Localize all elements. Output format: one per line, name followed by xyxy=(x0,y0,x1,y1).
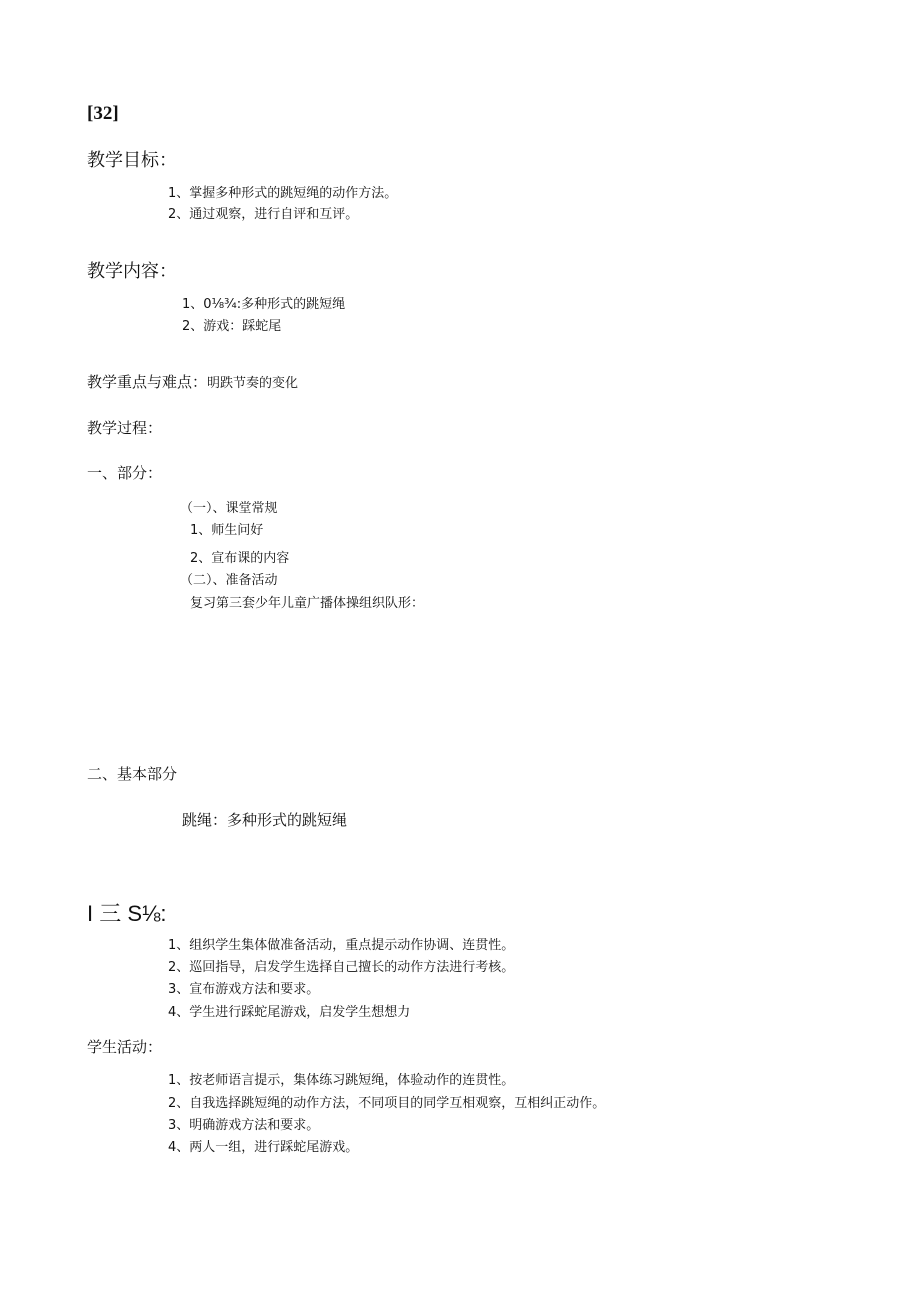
student-item: 4、两人一组，进行踩蛇尾游戏。 xyxy=(168,1140,359,1155)
part2-title: 二、基本部分 xyxy=(87,765,178,783)
part3-title: I 三 S⅛: xyxy=(87,901,167,926)
student-item: 3、明确游戏方法和要求。 xyxy=(168,1118,320,1133)
part1-sub1-item: 1、师生问好 xyxy=(190,523,264,538)
part3-item: 1、组织学生集体做准备活动，重点提示动作协调、连贯性。 xyxy=(168,938,515,953)
part1-sub2: （二）、准备活动 xyxy=(180,573,278,588)
objective-item: 2、通过观察，进行自评和互评。 xyxy=(168,207,359,222)
content-item: 1、0⅛¾:多种形式的跳短绳 xyxy=(182,297,346,312)
part1-sub1: （一）、课堂常规 xyxy=(180,501,278,516)
part3-item: 2、巡回指导，启发学生选择自己擅长的动作方法进行考核。 xyxy=(168,960,515,975)
objective-item: 1、掌握多种形式的跳短绳的动作方法。 xyxy=(168,186,398,201)
key-points-value: 明跌节奏的变化 xyxy=(207,376,299,391)
part1-title: 一、部分： xyxy=(87,464,163,482)
student-title: 学生活动： xyxy=(87,1038,163,1056)
part3-item: 4、学生进行踩蛇尾游戏，启发学生想想力 xyxy=(168,1005,411,1020)
content-item: 2、游戏：踩蛇尾 xyxy=(182,319,282,334)
part1-sub1-item: 2、宣布课的内容 xyxy=(190,551,290,566)
part1-sub2-text: 复习第三套少年儿童广播体操组织队形： xyxy=(190,596,425,611)
part2-text: 跳绳：多种形式的跳短绳 xyxy=(182,811,348,829)
part3-item: 3、宣布游戏方法和要求。 xyxy=(168,982,320,997)
process-title: 教学过程： xyxy=(87,419,163,437)
objectives-title: 教学目标： xyxy=(87,150,177,171)
student-item: 1、按老师语言提示，集体练习跳短绳，体验动作的连贯性。 xyxy=(168,1073,515,1088)
page-number: [32] xyxy=(87,103,119,124)
key-points-label-text: 教学重点与难点： xyxy=(87,373,208,391)
key-points-label xyxy=(87,375,298,390)
content-title: 教学内容： xyxy=(87,261,177,282)
student-item: 2、自我选择跳短绳的动作方法，不同项目的同学互相观察，互相纠正动作。 xyxy=(168,1096,606,1111)
